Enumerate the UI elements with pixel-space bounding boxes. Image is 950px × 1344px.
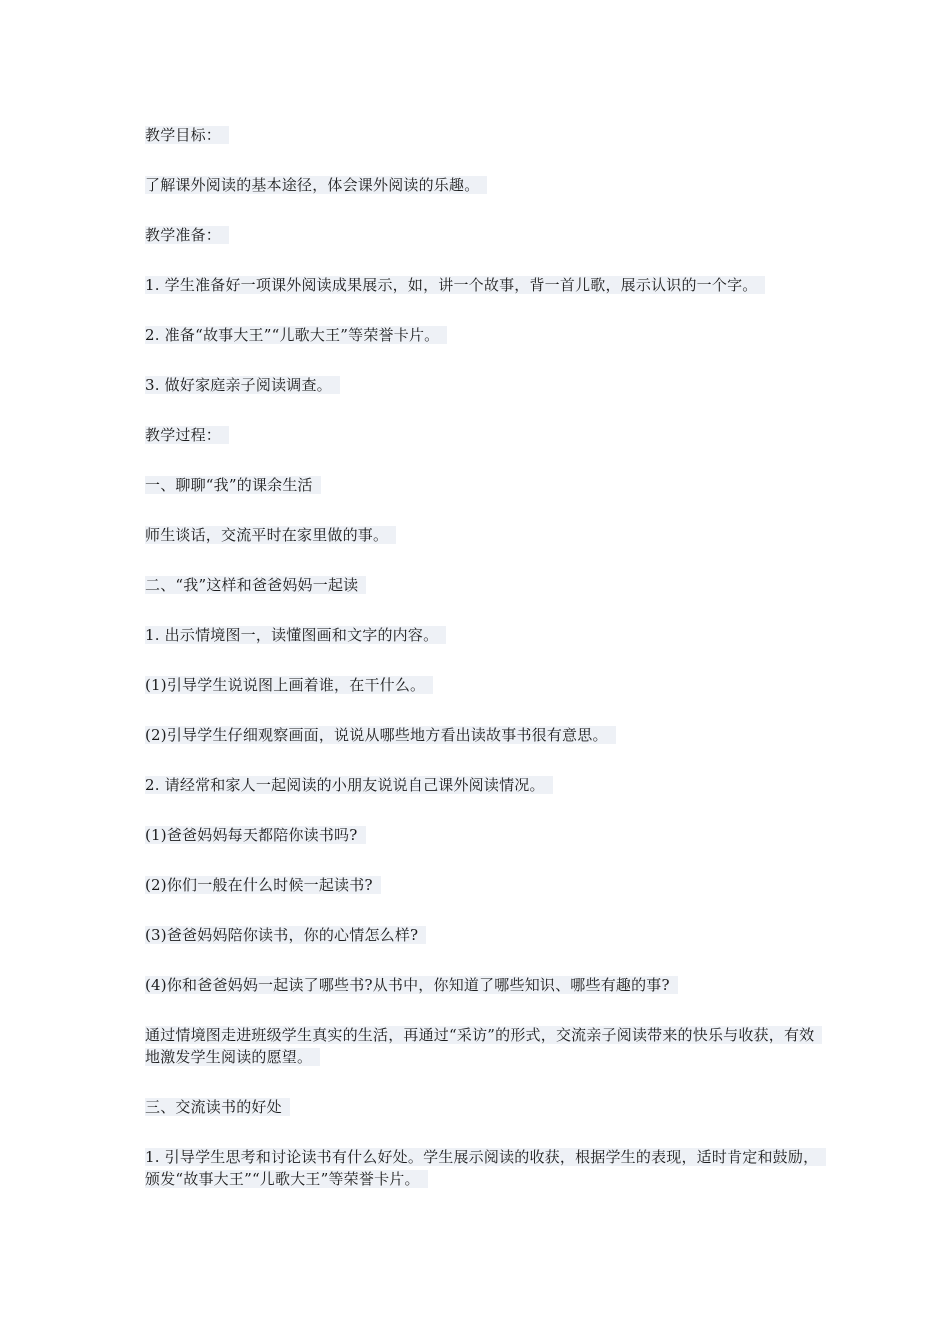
section-heading [145, 1096, 825, 1118]
paragraph-text: 3. 做好家庭亲子阅读调查。 [145, 376, 340, 394]
list-item [145, 374, 825, 396]
paragraph-text: (1)爸爸妈妈每天都陪你读书吗? [145, 826, 366, 844]
paragraph-text: 1. 引导学生思考和讨论读书有什么好处。学生展示阅读的收获，根据学生的表现，适时肯定和鼓励，颁发“故事大王”“儿歌大王”等荣誉卡片。 [145, 1148, 826, 1188]
paragraph-text: 1. 学生准备好一项课外阅读成果展示，如，讲一个故事，背一首儿歌，展示认识的一个字。 [145, 276, 765, 294]
paragraph-text: 2. 准备“故事大王”“儿歌大王”等荣誉卡片。 [145, 326, 447, 344]
section-heading [145, 474, 825, 496]
list-item [145, 274, 825, 296]
paragraph-text: 了解课外阅读的基本途径，体会课外阅读的乐趣。 [145, 176, 487, 194]
heading-teaching-goals [145, 124, 825, 146]
paragraph-text: 通过情境图走进班级学生真实的生活，再通过“采访”的形式，交流亲子阅读带来的快乐与收获，有效地激发学生阅读的愿望。 [145, 1026, 822, 1066]
paragraph-text: (3)爸爸妈妈陪你读书，你的心情怎么样? [145, 926, 426, 944]
paragraph-text: 2. 请经常和家人一起阅读的小朋友说说自己课外阅读情况。 [145, 776, 553, 794]
paragraph-text: 三、交流读书的好处 [145, 1098, 290, 1116]
list-item [145, 1146, 825, 1190]
paragraph-text: 师生谈话，交流平时在家里做的事。 [145, 526, 396, 544]
paragraph [145, 524, 825, 546]
heading-teaching-process [145, 424, 825, 446]
list-item [145, 624, 825, 646]
paragraph-text: 1. 出示情境图一，读懂图画和文字的内容。 [145, 626, 446, 644]
paragraph-text: 一、聊聊“我”的课余生活 [145, 476, 321, 494]
paragraph-text: (2)引导学生仔细观察画面，说说从哪些地方看出读故事书很有意思。 [145, 726, 616, 744]
paragraph-text: 教学准备： [145, 226, 229, 244]
paragraph-text: (1)引导学生说说图上画着谁，在干什么。 [145, 676, 433, 694]
heading-teaching-preparation [145, 224, 825, 246]
sub-list-item [145, 974, 825, 996]
paragraph-text: 教学过程： [145, 426, 229, 444]
paragraph [145, 174, 825, 196]
paragraph-text: 二、“我”这样和爸爸妈妈一起读 [145, 576, 366, 594]
section-heading [145, 574, 825, 596]
sub-list-item [145, 824, 825, 846]
sub-list-item [145, 924, 825, 946]
document-body [145, 124, 825, 1218]
paragraph-text: (4)你和爸爸妈妈一起读了哪些书?从书中，你知道了哪些知识、哪些有趣的事? [145, 976, 678, 994]
sub-list-item [145, 724, 825, 746]
paragraph-text: (2)你们一般在什么时候一起读书? [145, 876, 381, 894]
paragraph [145, 1024, 825, 1068]
paragraph-text: 教学目标： [145, 126, 229, 144]
list-item [145, 774, 825, 796]
sub-list-item [145, 874, 825, 896]
list-item [145, 324, 825, 346]
sub-list-item [145, 674, 825, 696]
